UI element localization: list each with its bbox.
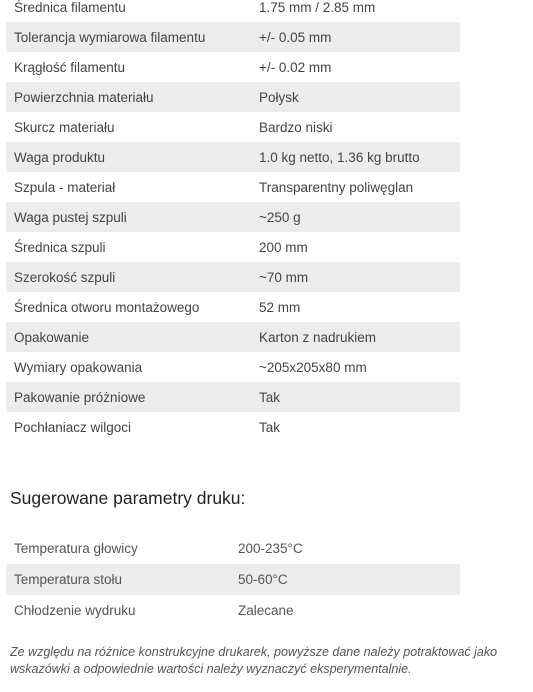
table-row <box>6 82 460 112</box>
spec-key: Powierzchnia materiału <box>14 89 154 105</box>
spec-value: ~205x205x80 mm <box>259 359 367 375</box>
param-key: Chłodzenie wydruku <box>14 603 136 618</box>
spec-value: Połysk <box>259 89 299 105</box>
param-value: Zalecane <box>238 603 294 618</box>
spec-key: Średnica otworu montażowego <box>14 299 200 315</box>
table-row <box>6 232 460 262</box>
spec-key: Średnica filamentu <box>14 0 126 15</box>
spec-value: 1.0 kg netto, 1.36 kg brutto <box>259 149 420 165</box>
specification-table <box>6 0 460 442</box>
table-row <box>6 262 460 292</box>
table-row <box>6 352 460 382</box>
spec-value: Bardzo niski <box>259 119 333 135</box>
spec-value: +/- 0.05 mm <box>259 29 332 45</box>
spec-key: Krągłość filamentu <box>14 59 126 75</box>
table-row <box>6 202 460 232</box>
spec-key: Pochłaniacz wilgoci <box>14 419 132 435</box>
disclaimer-note: Ze względu na różnice konstrukcyjne drukarek, powyższe dane należy potraktować jako wskazówki a odpowiednie wartości należy wyznaczyć eksperymentalnie. <box>10 645 498 676</box>
spec-key: Wymiary opakowania <box>14 359 143 375</box>
print-parameters-heading: Sugerowane parametry druku: <box>10 488 246 508</box>
table-row <box>6 112 460 142</box>
table-row <box>6 322 460 352</box>
spec-key: Waga pustej szpuli <box>14 209 127 225</box>
spec-key: Skurcz materiału <box>14 119 115 135</box>
table-row <box>6 412 460 442</box>
spec-value: Tak <box>259 419 281 435</box>
spec-value: 200 mm <box>259 239 308 255</box>
spec-key: Waga produktu <box>14 149 106 165</box>
table-row <box>6 595 460 626</box>
spec-value: Tak <box>259 389 281 405</box>
table-row <box>6 172 460 202</box>
spec-key: Szpula - materiał <box>14 179 116 195</box>
spec-key: Szerokość szpuli <box>14 269 116 285</box>
spec-key: Opakowanie <box>14 329 90 345</box>
spec-value: ~250 g <box>259 209 301 225</box>
spec-value: +/- 0.02 mm <box>259 59 332 75</box>
table-row <box>6 52 460 82</box>
spec-value: 1.75 mm / 2.85 mm <box>259 0 376 15</box>
spec-value: 52 mm <box>259 299 301 315</box>
spec-value: Transparentny poliwęglan <box>259 179 414 195</box>
param-key: Temperatura głowicy <box>14 541 138 556</box>
param-value: 50-60°C <box>238 572 288 587</box>
table-row <box>6 382 460 412</box>
spec-key: Średnica szpuli <box>14 239 106 255</box>
print-parameters-table <box>6 533 460 626</box>
spec-key: Pakowanie próżniowe <box>14 389 146 405</box>
table-row <box>6 564 460 595</box>
table-row <box>6 0 460 22</box>
table-row <box>6 142 460 172</box>
spec-value: Karton z nadrukiem <box>259 329 377 345</box>
table-row <box>6 22 460 52</box>
table-row <box>6 533 460 564</box>
spec-key: Tolerancja wymiarowa filamentu <box>14 29 206 45</box>
table-row <box>6 292 460 322</box>
param-value: 200-235°C <box>238 541 303 556</box>
param-key: Temperatura stołu <box>14 572 123 587</box>
spec-value: ~70 mm <box>259 269 309 285</box>
